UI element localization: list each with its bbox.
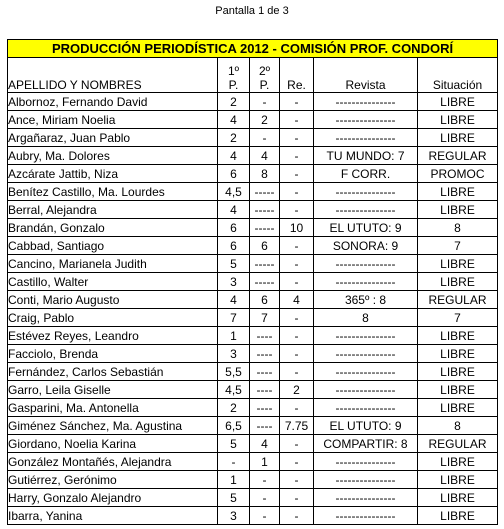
table-row <box>8 183 498 201</box>
table-row <box>8 219 498 237</box>
situacion-cell: 7 <box>418 309 498 327</box>
first-partial-cell: 5 <box>218 489 250 507</box>
first-partial-cell: 1 <box>218 327 250 345</box>
situacion-cell: 8 <box>418 219 498 237</box>
student-name-cell: Giménez Sánchez, Ma. Agustina <box>8 417 218 435</box>
first-partial-cell: 4 <box>218 147 250 165</box>
first-partial-cell: 4,5 <box>218 381 250 399</box>
situacion-cell: REGULAR <box>418 291 498 309</box>
situacion-cell: REGULAR <box>418 147 498 165</box>
situacion-cell: LIBRE <box>418 345 498 363</box>
student-name-cell: Garro, Leila Giselle <box>8 381 218 399</box>
table-row <box>8 165 498 183</box>
table-row <box>8 345 498 363</box>
first-partial-cell: 5 <box>218 255 250 273</box>
column-header-row <box>8 58 498 93</box>
first-partial-cell: 2 <box>218 129 250 147</box>
second-partial-cell: - <box>250 129 280 147</box>
table-row <box>8 453 498 471</box>
makeup-cell: - <box>280 165 314 183</box>
makeup-cell: - <box>280 111 314 129</box>
makeup-cell: - <box>280 507 314 525</box>
table-row <box>8 327 498 345</box>
situacion-cell: 7 <box>418 237 498 255</box>
first-partial-cell: 6 <box>218 219 250 237</box>
revista-cell: --------------- <box>314 93 418 111</box>
situacion-cell: LIBRE <box>418 273 498 291</box>
student-name-cell: González Montañés, Alejandra <box>8 453 218 471</box>
situacion-cell: LIBRE <box>418 453 498 471</box>
table-row <box>8 111 498 129</box>
revista-cell: --------------- <box>314 453 418 471</box>
grades-table <box>7 39 498 525</box>
makeup-cell: - <box>280 345 314 363</box>
makeup-cell: - <box>280 399 314 417</box>
student-name-cell: Azcárate Jattib, Niza <box>8 165 218 183</box>
student-name-cell: Ibarra, Yanina <box>8 507 218 525</box>
situacion-cell: LIBRE <box>418 507 498 525</box>
situacion-cell: LIBRE <box>418 201 498 219</box>
makeup-cell: - <box>280 93 314 111</box>
makeup-cell: - <box>280 255 314 273</box>
table-row <box>8 93 498 111</box>
student-name-cell: Facciolo, Brenda <box>8 345 218 363</box>
first-partial-cell: 4 <box>218 291 250 309</box>
student-name-cell: Gutiérrez, Gerónimo <box>8 471 218 489</box>
makeup-cell: 7.75 <box>280 417 314 435</box>
first-partial-cell: 3 <box>218 273 250 291</box>
situacion-cell: LIBRE <box>418 363 498 381</box>
student-name-cell: Ance, Miriam Noelia <box>8 111 218 129</box>
makeup-cell: - <box>280 327 314 345</box>
first-partial-cell: - <box>218 453 250 471</box>
second-partial-cell: 8 <box>250 165 280 183</box>
second-partial-cell: 7 <box>250 309 280 327</box>
situacion-cell: PROMOC <box>418 165 498 183</box>
situacion-cell: LIBRE <box>418 399 498 417</box>
column-header-p2-top: 2º <box>258 64 271 78</box>
first-partial-cell: 2 <box>218 399 250 417</box>
makeup-cell: 2 <box>280 381 314 399</box>
makeup-cell: - <box>280 309 314 327</box>
revista-cell: F CORR. <box>314 165 418 183</box>
table-row <box>8 273 498 291</box>
first-partial-cell: 6 <box>218 165 250 183</box>
revista-cell: SONORA: 9 <box>314 237 418 255</box>
situacion-cell: LIBRE <box>418 327 498 345</box>
revista-cell: --------------- <box>314 111 418 129</box>
student-name-cell: Albornoz, Fernando David <box>8 93 218 111</box>
makeup-cell: - <box>280 489 314 507</box>
page-header: Pantalla 1 de 3 <box>215 5 289 17</box>
second-partial-cell: - <box>250 93 280 111</box>
student-name-cell: Gasparini, Ma. Antonella <box>8 399 218 417</box>
table-row <box>8 417 498 435</box>
first-partial-cell: 5 <box>218 435 250 453</box>
second-partial-cell: 4 <box>250 435 280 453</box>
makeup-cell: - <box>280 183 314 201</box>
table-row <box>8 201 498 219</box>
revista-cell: --------------- <box>314 345 418 363</box>
first-partial-cell: 2 <box>218 93 250 111</box>
student-name-cell: Argañaraz, Juan Pablo <box>8 129 218 147</box>
column-header-p2 <box>250 58 280 93</box>
student-name-cell: Fernández, Carlos Sebastián <box>8 363 218 381</box>
makeup-cell: - <box>280 363 314 381</box>
first-partial-cell: 5,5 <box>218 363 250 381</box>
makeup-cell: - <box>280 129 314 147</box>
revista-cell: --------------- <box>314 489 418 507</box>
first-partial-cell: 3 <box>218 507 250 525</box>
makeup-cell: 4 <box>280 291 314 309</box>
situacion-cell: LIBRE <box>418 111 498 129</box>
second-partial-cell: 4 <box>250 147 280 165</box>
student-name-cell: Harry, Gonzalo Alejandro <box>8 489 218 507</box>
makeup-cell: - <box>280 471 314 489</box>
revista-cell: --------------- <box>314 273 418 291</box>
second-partial-cell: ----- <box>250 183 280 201</box>
column-header-situacion: Situación <box>418 58 498 93</box>
revista-cell: --------------- <box>314 183 418 201</box>
first-partial-cell: 4,5 <box>218 183 250 201</box>
second-partial-cell: ---- <box>250 381 280 399</box>
table-row <box>8 147 498 165</box>
revista-cell: 8 <box>314 309 418 327</box>
student-name-cell: Berral, Alejandra <box>8 201 218 219</box>
first-partial-cell: 6,5 <box>218 417 250 435</box>
revista-cell: EL UTUTO: 9 <box>314 417 418 435</box>
student-name-cell: Cancino, Marianela Judith <box>8 255 218 273</box>
second-partial-cell: ---- <box>250 345 280 363</box>
revista-cell: --------------- <box>314 255 418 273</box>
first-partial-cell: 4 <box>218 201 250 219</box>
makeup-cell: - <box>280 237 314 255</box>
table-row <box>8 237 498 255</box>
table-row <box>8 255 498 273</box>
makeup-cell: - <box>280 453 314 471</box>
situacion-cell: LIBRE <box>418 129 498 147</box>
second-partial-cell: 6 <box>250 291 280 309</box>
first-partial-cell: 1 <box>218 471 250 489</box>
student-name-cell: Giordano, Noelia Karina <box>8 435 218 453</box>
makeup-cell: 10 <box>280 219 314 237</box>
second-partial-cell: 2 <box>250 111 280 129</box>
makeup-cell: - <box>280 201 314 219</box>
situacion-cell: 8 <box>418 417 498 435</box>
revista-cell: 365º : 8 <box>314 291 418 309</box>
makeup-cell: - <box>280 147 314 165</box>
situacion-cell: LIBRE <box>418 489 498 507</box>
second-partial-cell: ---- <box>250 399 280 417</box>
table-body <box>8 93 498 525</box>
first-partial-cell: 7 <box>218 309 250 327</box>
student-name-cell: Brandán, Gonzalo <box>8 219 218 237</box>
revista-cell: --------------- <box>314 471 418 489</box>
situacion-cell: LIBRE <box>418 471 498 489</box>
student-name-cell: Craig, Pablo <box>8 309 218 327</box>
first-partial-cell: 6 <box>218 237 250 255</box>
situacion-cell: LIBRE <box>418 381 498 399</box>
table-row <box>8 363 498 381</box>
column-header-p1-bottom: P. <box>228 78 239 92</box>
table-row <box>8 309 498 327</box>
revista-cell: --------------- <box>314 327 418 345</box>
second-partial-cell: ----- <box>250 255 280 273</box>
second-partial-cell: 6 <box>250 237 280 255</box>
table-row <box>8 399 498 417</box>
first-partial-cell: 3 <box>218 345 250 363</box>
column-header-revista: Revista <box>314 58 418 93</box>
revista-cell: EL UTUTO: 9 <box>314 219 418 237</box>
second-partial-cell: ---- <box>250 363 280 381</box>
column-header-p1 <box>218 58 250 93</box>
column-header-re: Re. <box>280 58 314 93</box>
table-row <box>8 291 498 309</box>
table-row <box>8 471 498 489</box>
student-name-cell: Benítez Castillo, Ma. Lourdes <box>8 183 218 201</box>
first-partial-cell: 4 <box>218 111 250 129</box>
table-row <box>8 129 498 147</box>
second-partial-cell: ----- <box>250 273 280 291</box>
column-header-p2-bottom: P. <box>259 78 270 92</box>
situacion-cell: LIBRE <box>418 93 498 111</box>
situacion-cell: LIBRE <box>418 255 498 273</box>
column-header-name: APELLIDO Y NOMBRES <box>8 58 218 93</box>
revista-cell: --------------- <box>314 399 418 417</box>
table-row <box>8 435 498 453</box>
table-row <box>8 489 498 507</box>
second-partial-cell: ----- <box>250 201 280 219</box>
second-partial-cell: ----- <box>250 219 280 237</box>
student-name-cell: Castillo, Walter <box>8 273 218 291</box>
table-row <box>8 381 498 399</box>
table-title: PRODUCCIÓN PERIODÍSTICA 2012 - COMISIÓN PROF. CONDORÍ <box>8 40 498 58</box>
second-partial-cell: - <box>250 489 280 507</box>
student-name-cell: Conti, Mario Augusto <box>8 291 218 309</box>
revista-cell: --------------- <box>314 381 418 399</box>
student-name-cell: Aubry, Ma. Dolores <box>8 147 218 165</box>
revista-cell: --------------- <box>314 363 418 381</box>
second-partial-cell: ---- <box>250 327 280 345</box>
revista-cell: TU MUNDO: 7 <box>314 147 418 165</box>
revista-cell: COMPARTIR: 8 <box>314 435 418 453</box>
makeup-cell: - <box>280 273 314 291</box>
student-name-cell: Estévez Reyes, Leandro <box>8 327 218 345</box>
situacion-cell: LIBRE <box>418 183 498 201</box>
second-partial-cell: - <box>250 507 280 525</box>
student-name-cell: Cabbad, Santiago <box>8 237 218 255</box>
second-partial-cell: 1 <box>250 453 280 471</box>
situacion-cell: REGULAR <box>418 435 498 453</box>
second-partial-cell: - <box>250 471 280 489</box>
revista-cell: --------------- <box>314 507 418 525</box>
second-partial-cell: ---- <box>250 417 280 435</box>
column-header-p1-top: 1º <box>227 64 240 78</box>
makeup-cell: - <box>280 435 314 453</box>
revista-cell: --------------- <box>314 201 418 219</box>
revista-cell: --------------- <box>314 129 418 147</box>
table-row <box>8 507 498 525</box>
